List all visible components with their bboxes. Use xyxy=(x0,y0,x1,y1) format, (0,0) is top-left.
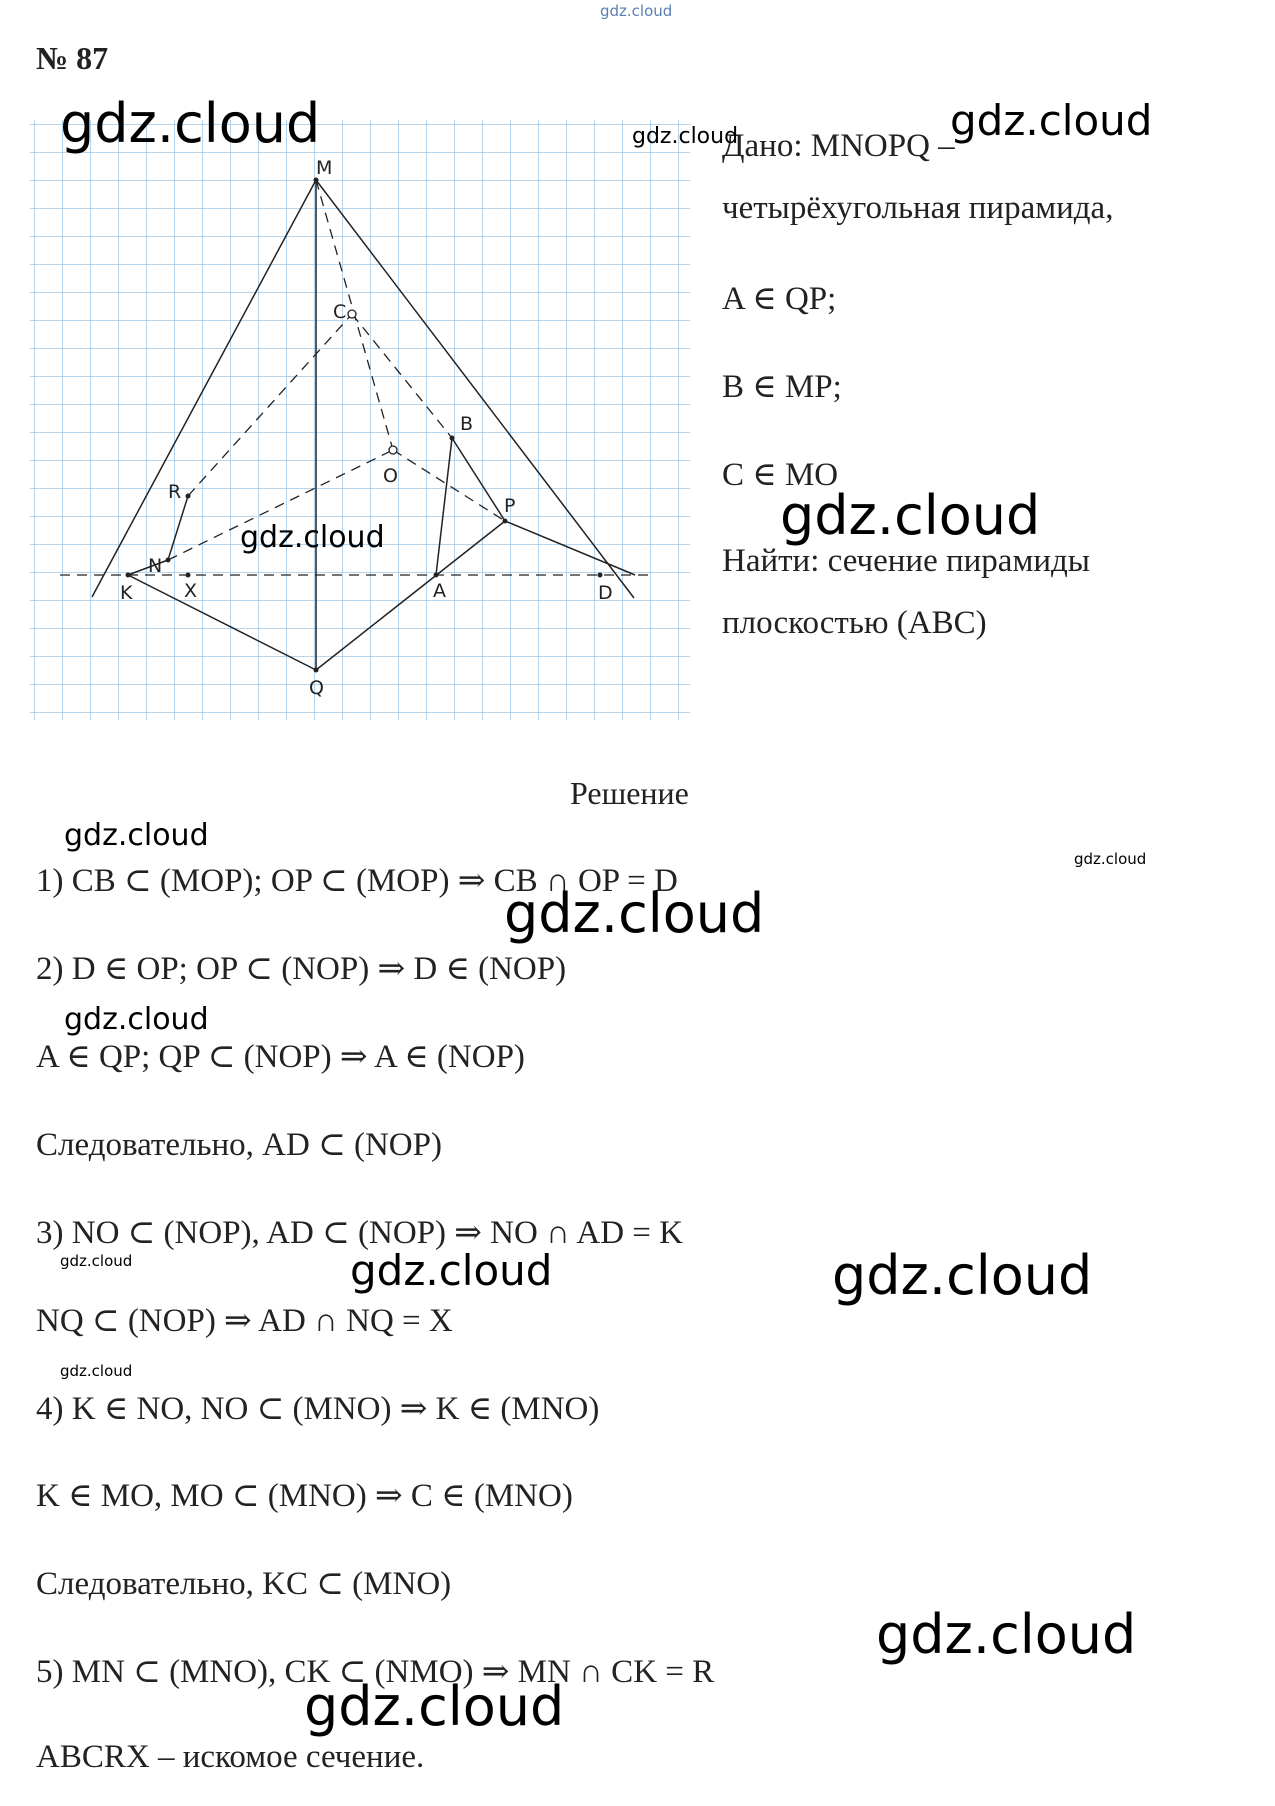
solution-step-5: 5) MN ⊂ (MNO), CK ⊂ (NMO) ⇒ MN ∩ CK = R xyxy=(36,1654,715,1690)
label-k: K xyxy=(120,582,133,604)
point-c-marker xyxy=(348,310,356,318)
label-x: X xyxy=(184,580,198,602)
watermark: gdz.cloud xyxy=(60,1252,133,1270)
solution-step-1: 1) CB ⊂ (MOP); OP ⊂ (MOP) ⇒ CB ∩ OP = D xyxy=(36,863,678,899)
solution-step-4b: K ∈ MO, MO ⊂ (MNO) ⇒ C ∈ (MNO) xyxy=(36,1478,573,1514)
solution-step-2b: A ∈ QP; QP ⊂ (NOP) ⇒ A ∈ (NOP) xyxy=(36,1039,525,1075)
solution-title: Решение xyxy=(570,775,689,811)
label-c: C xyxy=(333,301,347,323)
label-o: O xyxy=(383,465,398,487)
watermark: gdz.cloud xyxy=(304,1675,565,1738)
watermark: gdz.cloud xyxy=(632,124,739,149)
watermark: gdz.cloud xyxy=(780,484,1041,547)
given-line-2: четырёхугольная пирамида, xyxy=(722,190,1114,226)
watermark: gdz.cloud xyxy=(1074,850,1147,868)
pyramid-figure xyxy=(30,120,720,720)
watermark: gdz.cloud xyxy=(350,1246,553,1295)
solution-step-2: 2) D ∈ OP; OP ⊂ (NOP) ⇒ D ∈ (NOP) xyxy=(36,951,567,987)
top-watermark: gdz.cloud xyxy=(600,2,673,20)
watermark: gdz.cloud xyxy=(950,96,1153,145)
point-o-marker xyxy=(389,446,397,454)
given-line-5: C ∈ MO xyxy=(722,457,839,493)
solution-step-4c: Следовательно, KC ⊂ (MNO) xyxy=(36,1566,452,1602)
watermark: gdz.cloud xyxy=(64,818,209,853)
given-line-4: B ∈ MP; xyxy=(722,369,842,405)
label-q: Q xyxy=(309,677,324,699)
label-b: B xyxy=(460,413,474,435)
given-line-3: A ∈ QP; xyxy=(722,281,837,317)
problem-number: № 87 xyxy=(36,40,109,76)
label-a: A xyxy=(433,580,446,602)
watermark: gdz.cloud xyxy=(876,1603,1137,1666)
solution-step-2c: Следовательно, AD ⊂ (NOP) xyxy=(36,1127,442,1163)
watermark: gdz.cloud xyxy=(60,92,321,155)
watermark: gdz.cloud xyxy=(240,520,385,555)
label-p: P xyxy=(504,495,516,517)
watermark: gdz.cloud xyxy=(60,1362,133,1380)
label-n: N xyxy=(148,555,163,577)
label-d: D xyxy=(598,582,613,604)
solution-step-3: 3) NO ⊂ (NOP), AD ⊂ (NOP) ⇒ NO ∩ AD = K xyxy=(36,1215,683,1251)
watermark: gdz.cloud xyxy=(504,882,765,945)
find-line-1: Найти: сечение пирамиды xyxy=(722,543,1090,579)
label-m: M xyxy=(316,157,333,179)
find-line-2: плоскостью (ABC) xyxy=(722,605,987,641)
solution-step-4: 4) K ∈ NO, NO ⊂ (MNO) ⇒ K ∈ (MNO) xyxy=(36,1391,600,1427)
solution-conclusion: ABCRX – искомое сечение. xyxy=(36,1739,425,1775)
given-line-1: Дано: MNOPQ – xyxy=(722,128,955,164)
label-r: R xyxy=(168,481,182,503)
solution-step-3b: NQ ⊂ (NOP) ⇒ AD ∩ NQ = X xyxy=(36,1303,453,1339)
grid-background xyxy=(30,120,690,720)
watermark: gdz.cloud xyxy=(64,1002,209,1037)
watermark: gdz.cloud xyxy=(832,1244,1093,1307)
